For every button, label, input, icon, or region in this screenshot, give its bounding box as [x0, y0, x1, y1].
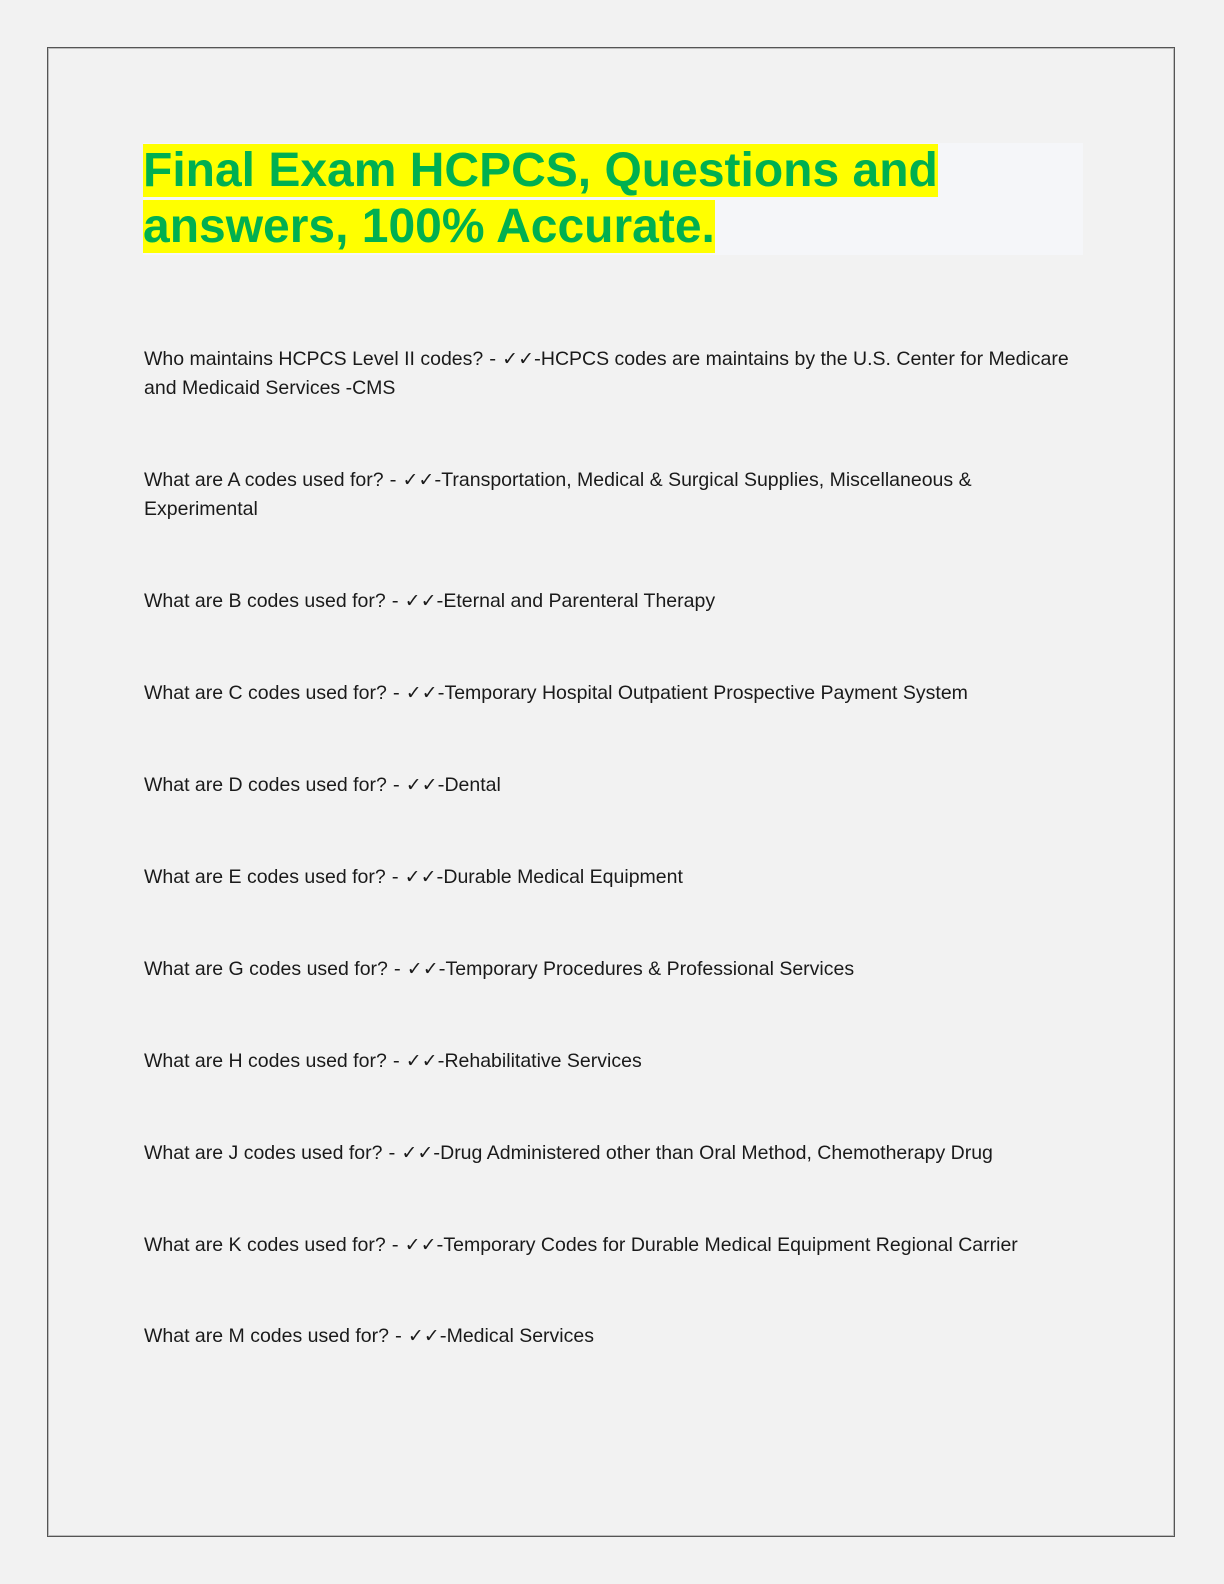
question: Who maintains HCPCS Level II codes? [144, 348, 484, 370]
qa-item [144, 771, 1084, 800]
check-icon: - ✓✓- [383, 469, 442, 491]
title-block [143, 143, 1083, 255]
answer: Medical Services [446, 1325, 594, 1347]
answer: Eternal and Parenteral Therapy [443, 590, 716, 612]
answer: Transportation, Medical & Surgical Supplies, Miscellaneous & Experimental [144, 469, 972, 520]
qa-item [144, 863, 1084, 892]
qa-item [144, 1139, 1084, 1168]
document-title [143, 143, 1083, 255]
answer: Temporary Hospital Outpatient Prospective Payment System [444, 682, 968, 704]
check-icon: - ✓✓- [382, 1142, 441, 1164]
answer: Durable Medical Equipment [443, 866, 683, 888]
title-line-2: answers, 100% Accurate. [143, 200, 715, 253]
qa-item [144, 466, 1084, 524]
question: What are E codes used for? [144, 866, 386, 888]
question: What are H codes used for? [144, 1050, 387, 1072]
check-icon: - ✓✓- [385, 1234, 444, 1256]
question: What are M codes used for? [144, 1325, 389, 1347]
qa-item [144, 955, 1084, 984]
check-icon: - ✓✓- [386, 682, 445, 704]
question: What are J codes used for? [144, 1142, 383, 1164]
answer: HCPCS codes are maintains by the U.S. Center for Medicare and Medicaid Services -CMS [144, 348, 1069, 399]
check-icon: - ✓✓- [386, 774, 445, 796]
check-icon: - ✓✓- [386, 1050, 445, 1072]
question: What are K codes used for? [144, 1234, 386, 1256]
check-icon: - ✓✓- [385, 590, 444, 612]
question: What are B codes used for? [144, 590, 386, 612]
answer: Dental [444, 774, 501, 796]
qa-item [144, 587, 1084, 616]
qa-item [144, 1231, 1084, 1260]
question: What are C codes used for? [144, 682, 387, 704]
qa-item [144, 679, 1084, 708]
check-icon: - ✓✓- [387, 958, 446, 980]
qa-item [144, 1047, 1084, 1076]
answer: Temporary Procedures & Professional Services [445, 958, 855, 980]
check-icon: - ✓✓- [388, 1325, 447, 1347]
check-icon: - ✓✓- [385, 866, 444, 888]
question: What are G codes used for? [144, 958, 388, 980]
answer: Temporary Codes for Durable Medical Equipment Regional Carrier [443, 1234, 1018, 1256]
question: What are A codes used for? [144, 469, 384, 491]
qa-item [144, 1322, 1084, 1351]
answer: Rehabilitative Services [444, 1050, 642, 1072]
answer: Drug Administered other than Oral Method, Chemotherapy Drug [440, 1142, 993, 1164]
qa-item [144, 345, 1084, 403]
check-icon: - ✓✓- [483, 348, 541, 370]
title-line-1: Final Exam HCPCS, Questions and [143, 144, 938, 197]
question: What are D codes used for? [144, 774, 387, 796]
